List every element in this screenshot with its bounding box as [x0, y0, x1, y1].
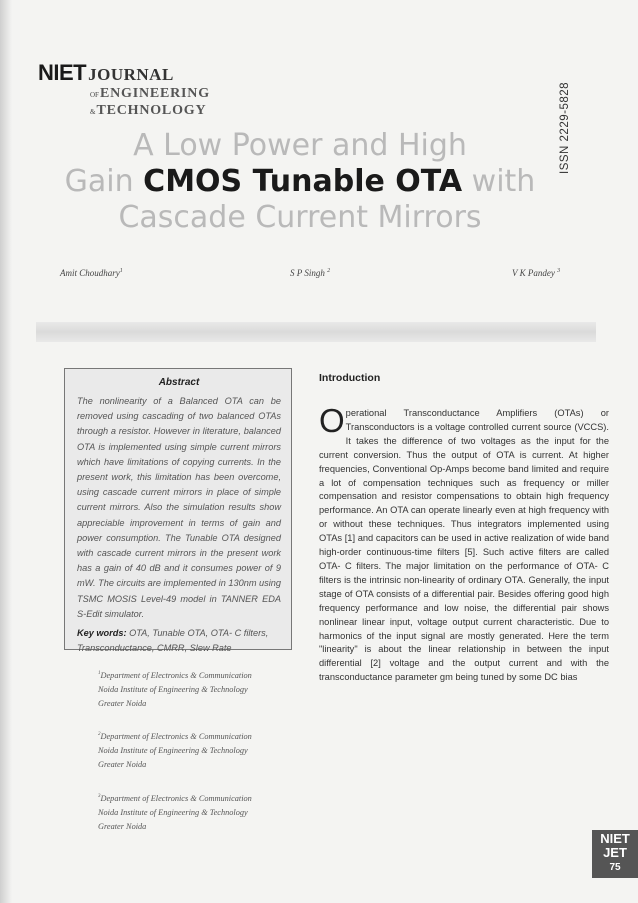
badge-jet: JET — [603, 845, 627, 860]
journal-page-badge — [592, 830, 638, 878]
affiliation-city: Greater Noida — [98, 821, 147, 831]
affiliation-sup: 3 — [98, 794, 101, 799]
author-1 — [60, 268, 123, 278]
author-name: V K Pandey — [512, 268, 555, 278]
badge-niet: NIET — [600, 831, 630, 846]
author-3 — [512, 268, 560, 278]
page-edge — [0, 0, 12, 903]
title-line-3: Cascade Current Mirrors — [118, 200, 482, 235]
author-name: Amit Choudhary — [60, 268, 120, 278]
author-sup: 3 — [557, 268, 561, 274]
affiliation-dept-text: Department of Electronics & Communication — [100, 793, 252, 803]
keywords-label: Key words: — [77, 628, 127, 639]
journal-logo-technology: TECHNOLOGY — [96, 103, 207, 118]
affiliation-inst: Noida Institute of Engineering & Technology — [98, 807, 248, 817]
introduction-text: perational Transconductance Amplifiers (OTAs) or Transconductors is a voltage controlled current source (VCCS). It takes the difference of two voltages as the input for the current conversion. Thus the output of OTA is current. At higher frequencies, Conventional Op-Amps become band limited and require a lot of compensation techniques such as frequency or miller compensation and resistor compensations to obtain high frequency performance. An OTA can operate linearly even at high frequency with or without these techniques. Thus integrators implemented using OTAs [1] and capacitors can be used in active realization of wide band high-order continuous-time filters [5]. Such active filters are called OTA- C filters. The major limitation on the performance of OTA- C filters is the intrinsic non-linearity of ordinary OTA. Generally, the input stage of OTA consists of a differential pair. Besides offering good high frequency performance and low noise, the differential pair shows nonlinear linear input, voltage output current characteristic. Due to harmonics of the input signal are mostly generated. Here the term "linearity" is about the linear relationship in between the input differential [2] voltage and the output current and with the transconductance parameter gm being tuned by some DC bias — [319, 408, 609, 683]
journal-logo-amp: & — [90, 108, 96, 116]
abstract-heading: Abstract — [158, 377, 200, 388]
abstract-box — [64, 368, 292, 654]
affiliation-city: Greater Noida — [98, 698, 147, 708]
affiliation-dept — [98, 728, 298, 744]
affiliation-dept-text: Department of Electronics & Communication — [100, 731, 252, 741]
affiliation-dept — [98, 667, 298, 683]
keywords — [77, 626, 281, 656]
paper-title — [40, 128, 560, 236]
affiliation-sup: 1 — [98, 671, 101, 676]
author-2 — [290, 268, 330, 278]
section-divider — [36, 322, 596, 342]
affiliation-dept-text: Department of Electronics & Communication — [100, 670, 252, 680]
abstract-text: The nonlinearity of a Balanced OTA can be removed using cascading of two balanced OTAs through a resistor. However in literature, balanced OTA is implemented using simple current mirrors which have limitations of copying currents. In the present work, this limitation has been overcome, using cascade current mirrors in place of simple current mirrors. Also the simulation results show appreciable improvement in terms of gain and power consumption. The Tunable OTA designed with cascade current mirrors in the present work has a gain of 40 dB and it consumes power of 9 mW. The circuits are implemented in 130nm using TSMC MOSIS Level-49 model in TANNER EDA S-Edit simulator. — [77, 396, 281, 619]
title-line-2 — [40, 164, 560, 200]
journal-logo-engineering: ENGINEERING — [99, 86, 210, 101]
affiliation-dept — [98, 790, 298, 806]
title-with: with — [462, 164, 536, 199]
introduction-heading: Introduction — [319, 372, 381, 384]
affiliation-1 — [98, 667, 298, 711]
keywords-text: OTA, Tunable OTA, OTA- C filters, Transconductance, CMRR, Slew Rate — [77, 628, 269, 654]
affiliation-3 — [98, 790, 298, 834]
author-list — [60, 268, 580, 284]
title-highlight: CMOS Tunable OTA — [143, 164, 463, 199]
introduction-body — [319, 402, 609, 685]
author-sup: 2 — [327, 268, 331, 274]
journal-logo-of: OF — [90, 91, 99, 99]
affiliation-sup: 2 — [98, 732, 101, 737]
author-sup: 1 — [119, 268, 123, 274]
affiliation-2 — [98, 728, 298, 772]
affiliation-city: Greater Noida — [98, 759, 147, 769]
drop-cap: O — [319, 402, 345, 439]
journal-masthead — [38, 60, 210, 120]
affiliation-inst: Noida Institute of Engineering & Technology — [98, 684, 248, 694]
page-number: 75 — [609, 862, 621, 873]
affiliation-inst: Noida Institute of Engineering & Technology — [98, 745, 248, 755]
title-line-1: A Low Power and High — [133, 128, 467, 163]
author-name: S P Singh — [290, 268, 325, 278]
journal-logo-journal: JOURNAL — [88, 65, 174, 84]
title-gain: Gain — [64, 164, 144, 199]
issn-label: ISSN 2229-5828 — [559, 81, 571, 175]
journal-logo-niet: NIET — [38, 60, 87, 85]
